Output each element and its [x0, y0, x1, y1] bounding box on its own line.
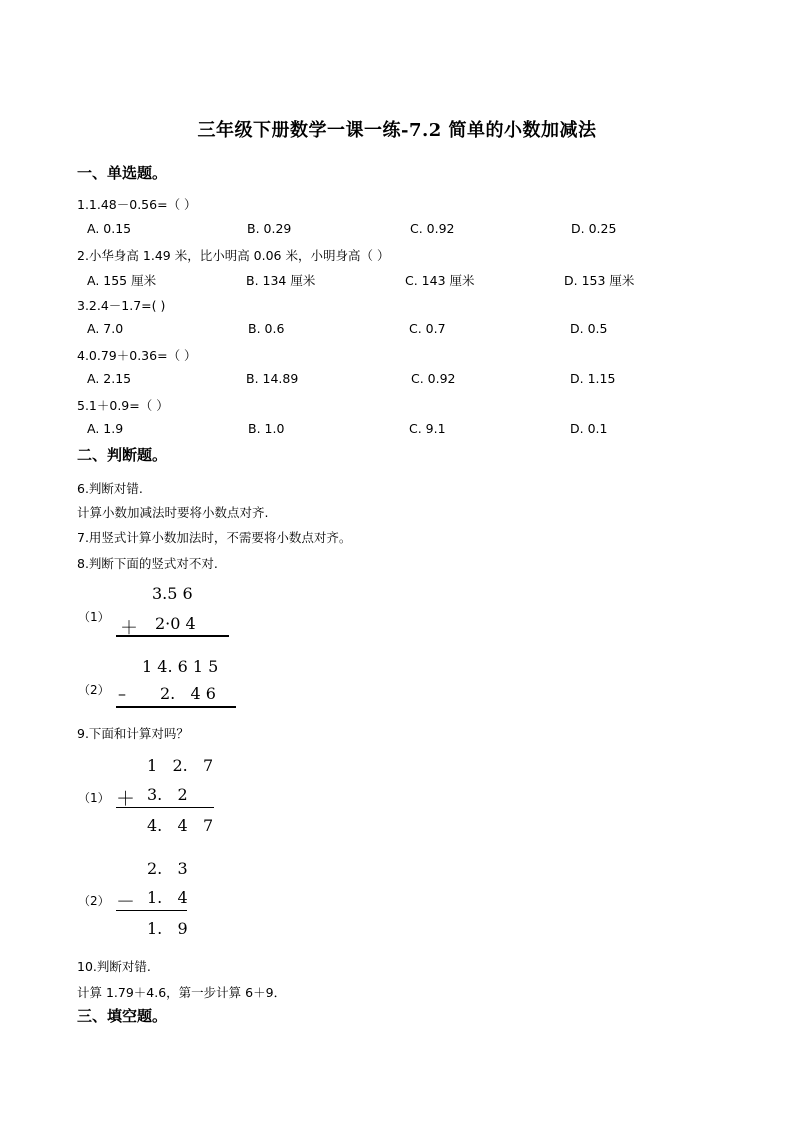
- question-5-option-d: D. 0.1: [570, 421, 608, 436]
- question-6-title: 6.判断对错.: [77, 481, 143, 496]
- question-5: 5.1＋0.9=（ ）: [77, 398, 169, 413]
- question-1: 1.1.48－0.56=（ ）: [77, 197, 197, 212]
- question-4-option-b: B. 14.89: [246, 371, 299, 386]
- question-1-option-a: A. 0.15: [87, 221, 132, 236]
- question-6-statement: 计算小数加减法时要将小数点对齐.: [77, 505, 269, 520]
- question-2-option-a: A. 155 厘米: [87, 273, 157, 288]
- question-2-option-d: D. 153 厘米: [564, 273, 635, 288]
- q8-part2-difference-line: [116, 706, 236, 708]
- q9-part1-sum-line: [116, 807, 214, 808]
- question-10-title: 10.判断对错.: [77, 959, 151, 974]
- question-4-option-c: C. 0.92: [411, 371, 456, 386]
- question-5-option-a: A. 1.9: [87, 421, 124, 436]
- question-4-option-d: D. 1.15: [570, 371, 616, 386]
- section-heading-fill-in: 三、填空题。: [77, 1007, 168, 1025]
- q8-part2-operator: –: [118, 684, 126, 703]
- q9-part1-label: （1）: [78, 791, 110, 805]
- page-title: 三年级下册数学一课一练-7.2 简单的小数加减法: [197, 120, 597, 141]
- q9-part2-label: （2）: [78, 894, 110, 908]
- question-1-option-c: C. 0.92: [410, 221, 455, 236]
- q8-part1-sum-line: [116, 635, 229, 637]
- question-5-option-b: B. 1.0: [248, 421, 285, 436]
- question-3-option-a: A. 7.0: [87, 321, 124, 336]
- question-2-option-b: B. 134 厘米: [246, 273, 316, 288]
- question-1-option-d: D. 0.25: [571, 221, 617, 236]
- q8-part1-operator: ＋: [120, 618, 138, 639]
- question-9: 9.下面和计算对吗？: [77, 726, 189, 741]
- question-3: 3.2.4－1.7=( ): [77, 298, 166, 313]
- q9-part1-addend-1: 1 2. 7: [147, 756, 214, 775]
- q9-part2-result: 1. 9: [147, 919, 188, 938]
- question-3-option-b: B. 0.6: [248, 321, 285, 336]
- q8-part2-minuend: 1 4. 6 1 5: [142, 657, 219, 676]
- q8-part2-label: （2）: [78, 683, 110, 697]
- q9-part1-operator: ＋: [116, 788, 136, 810]
- question-7: 7.用竖式计算小数加法时，不需要将小数点对齐。: [77, 530, 352, 545]
- q9-part2-subtrahend: 1. 4: [147, 888, 188, 907]
- q8-part1-addend-2: 2·0 4: [155, 614, 196, 633]
- question-4: 4.0.79＋0.36=（ ）: [77, 348, 197, 363]
- q8-part2-subtrahend: 2. 4 6: [160, 684, 216, 703]
- q9-part1-result: 4. 4 7: [147, 816, 214, 835]
- q9-part2-minuend: 2. 3: [147, 859, 188, 878]
- question-2-option-c: C. 143 厘米: [405, 273, 475, 288]
- question-3-option-c: C. 0.7: [409, 321, 446, 336]
- question-4-option-a: A. 2.15: [87, 371, 132, 386]
- q8-part1-addend-1: 3.5 6: [152, 584, 193, 603]
- question-5-option-c: C. 9.1: [409, 421, 446, 436]
- section-heading-single-choice: 一、单选题。: [77, 164, 168, 182]
- question-2: 2.小华身高 1.49 米，比小明高 0.06 米，小明身高（ ）: [77, 248, 390, 263]
- question-8: 8.判断下面的竖式对不对.: [77, 556, 218, 571]
- question-3-option-d: D. 0.5: [570, 321, 608, 336]
- section-heading-true-false: 二、判断题。: [77, 446, 168, 464]
- q9-part2-operator: －: [116, 891, 136, 913]
- q9-part2-difference-line: [116, 910, 187, 911]
- q9-part1-addend-2: 3. 2: [147, 785, 188, 804]
- q8-part1-label: （1）: [78, 610, 110, 624]
- question-1-option-b: B. 0.29: [247, 221, 292, 236]
- question-10-statement: 计算 1.79＋4.6，第一步计算 6＋9．: [77, 985, 287, 1000]
